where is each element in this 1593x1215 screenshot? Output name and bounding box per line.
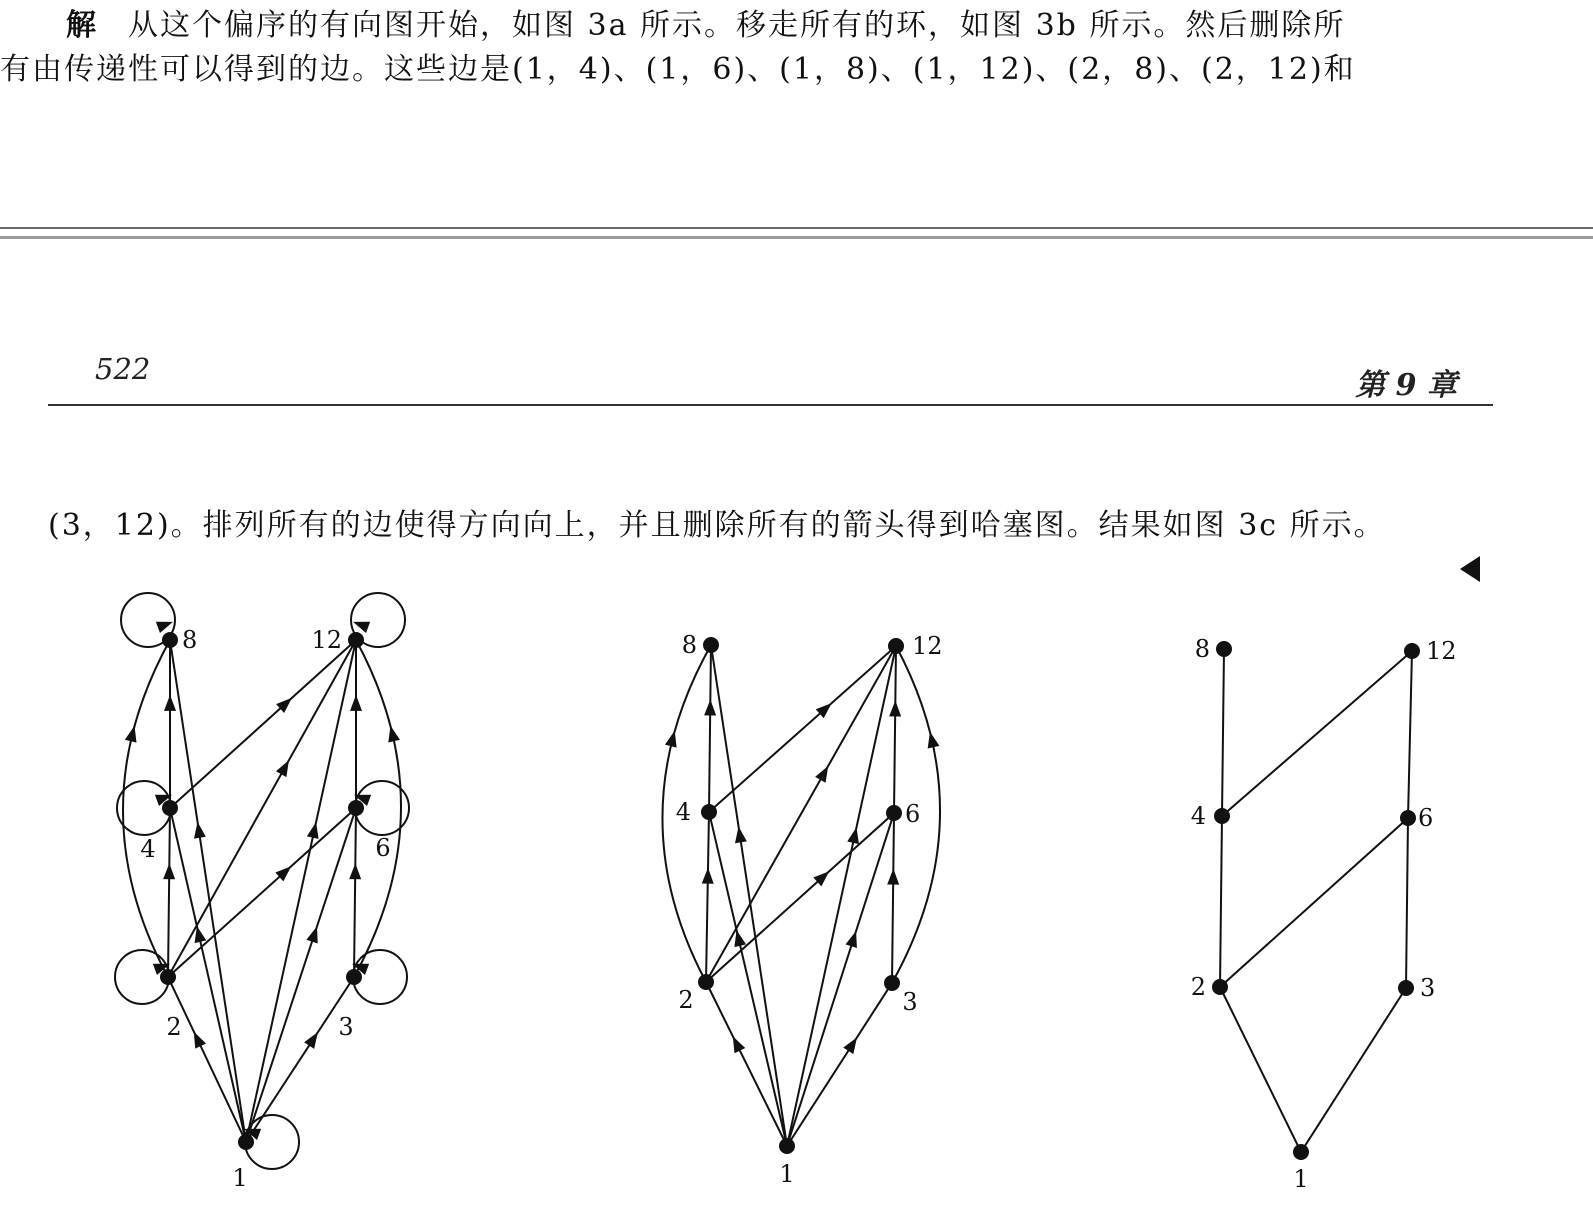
- figure-3a-edge-2-4: [168, 808, 170, 977]
- figure-3b-edge-1-6: [787, 813, 894, 1146]
- figure-3b-node-8: [703, 637, 719, 653]
- figure-3c-node-4: [1214, 808, 1230, 824]
- figure-3a-edge-1-8: [170, 640, 246, 1142]
- figure-3b-node-3: [884, 975, 900, 991]
- figure-3a-node-6: [348, 800, 364, 816]
- figure-3b-edge-1-12-arrow: [847, 826, 862, 844]
- figure-3c: [1191, 635, 1457, 1193]
- figure-3a-edge-4-12: [170, 640, 356, 808]
- figure-3b-edge-2-4: [706, 812, 709, 982]
- figure-3a-node-1: [238, 1134, 254, 1150]
- figure-3b-edge-4-8-arrow: [704, 699, 716, 715]
- figure-3b-edge-1-6-arrow: [845, 929, 861, 948]
- figure-3b-node-6: [886, 805, 902, 821]
- figure-3c-node-label-2: 2: [1190, 973, 1206, 1001]
- figure-3b-edge-2-12: [706, 646, 896, 982]
- figure-3b-edge-3-6-arrow: [887, 869, 899, 885]
- figure-3c-edge-1-2: [1220, 987, 1301, 1152]
- figure-3b: [662, 631, 942, 1188]
- figure-3a-edge-3-12-arrow: [385, 724, 400, 742]
- figure-3a-node-label-8: 8: [182, 626, 198, 654]
- figure-3a-node-12: [348, 632, 364, 648]
- figure-3a-edge-1-4-arrow: [191, 925, 206, 943]
- figure-3b-edge-1-3: [787, 983, 892, 1146]
- figure-3b-edge-1-4-arrow: [731, 929, 746, 947]
- figure-3b-edge-2-8-arrow: [665, 729, 681, 747]
- figure-3b-edge-4-12: [709, 646, 896, 812]
- figure-3b-node-label-4: 4: [675, 798, 691, 826]
- figure-3c-node-2: [1212, 979, 1228, 995]
- figure-3a-node-label-12: 12: [311, 626, 342, 654]
- figure-3b-edge-2-4-arrow: [702, 867, 714, 883]
- figure-3b-node-label-3: 3: [902, 988, 918, 1016]
- figure-3c-node-label-12: 12: [1426, 637, 1457, 665]
- figure-3c-edge-1-3: [1301, 988, 1406, 1152]
- figure-3b-edge-2-12-arrow: [815, 763, 833, 783]
- figure-3a-edge-1-2-arrow: [188, 1029, 206, 1049]
- figure-3b-edge-1-2-arrow: [727, 1034, 745, 1054]
- figure-3c-node-label-3: 3: [1420, 974, 1436, 1002]
- figure-3c-node-label-4: 4: [1190, 802, 1206, 830]
- figure-3c-node-label-1: 1: [1293, 1165, 1309, 1193]
- figure-3c-edge-4-12: [1222, 651, 1412, 816]
- figure-3b-edge-3-6: [892, 813, 894, 983]
- figure-3a-node-8: [162, 632, 178, 648]
- figure-3b-node-1: [779, 1138, 795, 1154]
- figure-3b-edge-3-12-arrow: [924, 730, 939, 748]
- figure-3a-edge-1-6-arrow: [306, 924, 322, 943]
- figure-3b-node-label-2: 2: [678, 986, 694, 1014]
- figure-3b-node-12: [888, 638, 904, 654]
- figure-3c-node-1: [1293, 1144, 1309, 1160]
- solution-label: 解: [66, 8, 98, 43]
- figure-3a: [115, 593, 409, 1192]
- figure-3b-edge-1-4: [709, 812, 787, 1146]
- figure-3a-node-4: [162, 800, 178, 816]
- figure-3c-edge-2-6: [1220, 818, 1408, 987]
- figure-3b-edge-4-8: [709, 645, 711, 812]
- figure-3c-edge-4-8: [1222, 649, 1224, 816]
- figure-3a-edge-3-6: [354, 808, 356, 977]
- figure-3c-edge-6-12: [1408, 651, 1412, 818]
- figure-3a-edge-4-8-arrow: [164, 695, 176, 711]
- figure-3c-node-8: [1216, 641, 1232, 657]
- figure-3c-edge-2-4: [1220, 816, 1222, 987]
- page-number: 522: [95, 352, 151, 386]
- figure-3a-node-label-6: 6: [375, 834, 391, 862]
- figure-3b-edge-1-3-arrow: [843, 1034, 862, 1054]
- figure-3a-edge-3-6-arrow: [349, 863, 361, 879]
- solution-line-2: 有由传递性可以得到的边。这些边是(1，4)、(1，6)、(1，8)、(1，12)、(2，8)、(2，12)和: [0, 52, 1356, 87]
- figure-3a-node-label-4: 4: [140, 835, 156, 863]
- figure-3a-node-label-2: 2: [166, 1013, 182, 1041]
- figure-3c-edge-3-6: [1406, 818, 1408, 988]
- figure-3c-node-3: [1398, 980, 1414, 996]
- figure-3a-node-label-3: 3: [338, 1013, 354, 1041]
- figure-3a-edge-6-12-arrow: [350, 695, 362, 711]
- figure-3a-node-2: [160, 969, 176, 985]
- figure-3b-node-2: [698, 974, 714, 990]
- figure-3c-node-12: [1404, 643, 1420, 659]
- figure-3b-edge-6-12: [894, 646, 896, 813]
- figure-3c-node-label-6: 6: [1418, 804, 1434, 832]
- figure-3a-edge-2-8-arrow: [125, 724, 140, 742]
- figure-3b-node-label-6: 6: [905, 800, 921, 828]
- figure-3b-edge-1-12: [787, 646, 896, 1146]
- figure-3a-edge-2-4-arrow: [163, 863, 175, 879]
- figure-3b-edge-6-12-arrow: [889, 700, 901, 716]
- solution-text-1: 从这个偏序的有向图开始，如图 3a 所示。移走所有的环，如图 3b 所示。然后删除所: [128, 8, 1346, 43]
- figure-3c-node-label-8: 8: [1194, 635, 1210, 663]
- figure-3b-node-label-8: 8: [681, 631, 697, 659]
- figure-3a-edge-1-3-arrow: [304, 1029, 323, 1049]
- figure-3b-node-4: [701, 804, 717, 820]
- figure-3a-node-label-1: 1: [232, 1164, 248, 1192]
- figure-3b-node-label-12: 12: [912, 632, 943, 660]
- figure-3a-node-3: [346, 969, 362, 985]
- figure-3b-node-label-1: 1: [779, 1160, 795, 1188]
- figure-3a-edge-1-12-arrow: [307, 821, 322, 839]
- continuation-line: (3，12)。排列所有的边使得方向向上，并且删除所有的箭头得到哈塞图。结果如图 3c 所示。: [48, 508, 1386, 543]
- chapter-title: 第 9 章: [1355, 368, 1457, 403]
- figure-3a-edge-2-12-arrow: [276, 757, 294, 777]
- figure-3c-node-6: [1400, 810, 1416, 826]
